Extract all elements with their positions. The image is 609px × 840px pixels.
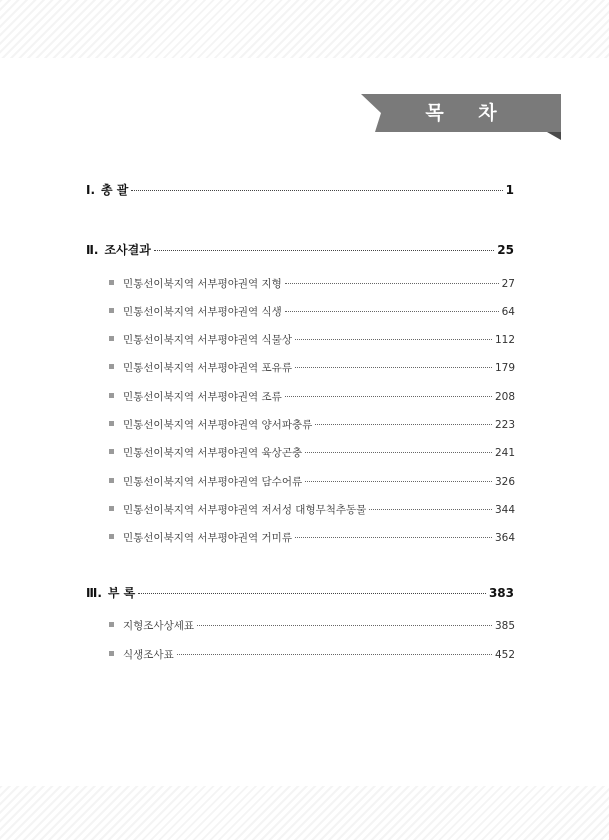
page-title: 목 차 <box>425 102 511 124</box>
square-bullet-icon <box>109 308 114 313</box>
item-page: 64 <box>501 306 515 318</box>
item-page: 27 <box>501 278 515 290</box>
item-page: 326 <box>494 476 515 488</box>
square-bullet-icon <box>109 421 114 426</box>
item-title: 민통선이북지역 서부평야권역 조류 <box>123 391 282 403</box>
item-title: 민통선이북지역 서부평야권역 거미류 <box>123 532 292 544</box>
toc-item[interactable] <box>109 502 515 517</box>
top-decorative-band <box>0 0 609 58</box>
dot-leader <box>154 249 494 251</box>
item-page: 452 <box>494 649 515 661</box>
item-page: 385 <box>494 620 515 632</box>
dot-leader <box>295 536 492 538</box>
section-title: 부 록 <box>107 586 136 600</box>
toc-item[interactable] <box>109 360 515 375</box>
square-bullet-icon <box>109 280 114 285</box>
square-bullet-icon <box>109 364 114 369</box>
dot-leader <box>315 423 492 425</box>
section-page: 25 <box>497 243 514 257</box>
toc-item[interactable] <box>109 445 515 460</box>
dot-leader <box>131 189 502 191</box>
toc-banner <box>361 94 561 140</box>
item-page: 223 <box>494 419 515 431</box>
square-bullet-icon <box>109 622 114 627</box>
item-page: 344 <box>494 504 515 516</box>
section-number: Ⅰ. <box>86 183 96 197</box>
toc-section-2[interactable] <box>86 241 514 258</box>
toc-item[interactable] <box>109 530 515 545</box>
dot-leader <box>305 480 492 482</box>
section-page: 383 <box>488 586 514 600</box>
dot-leader <box>285 282 499 284</box>
dot-leader <box>295 366 492 368</box>
item-title: 민통선이북지역 서부평야권역 양서파충류 <box>123 419 313 431</box>
item-title: 민통선이북지역 서부평야권역 식물상 <box>123 334 292 346</box>
toc-item[interactable] <box>109 389 515 404</box>
section-number: Ⅱ. <box>86 243 99 257</box>
toc-item[interactable] <box>109 276 515 291</box>
square-bullet-icon <box>109 506 114 511</box>
item-title: 민통선이북지역 서부평야권역 포유류 <box>123 362 292 374</box>
item-title: 민통선이북지역 서부평야권역 담수어류 <box>123 476 303 488</box>
section-title: 조사결과 <box>104 243 151 257</box>
item-page: 179 <box>494 362 515 374</box>
section-title: 총 괄 <box>101 183 129 197</box>
toc-section-1[interactable] <box>86 181 514 198</box>
item-title: 민통선이북지역 서부평야권역 식생 <box>123 306 282 318</box>
dot-leader <box>197 624 492 626</box>
item-page: 364 <box>494 532 515 544</box>
dot-leader <box>285 310 499 312</box>
section-number: Ⅲ. <box>86 586 102 600</box>
square-bullet-icon <box>109 478 114 483</box>
square-bullet-icon <box>109 449 114 454</box>
toc-item[interactable] <box>109 332 515 347</box>
dot-leader <box>305 451 492 453</box>
item-title: 지형조사상세표 <box>123 620 195 632</box>
dot-leader <box>285 395 492 397</box>
dot-leader <box>138 592 486 594</box>
item-page: 241 <box>494 447 515 459</box>
dot-leader <box>369 508 492 510</box>
toc-item[interactable] <box>109 618 515 633</box>
dot-leader <box>295 338 492 340</box>
item-title: 민통선이북지역 서부평야권역 지형 <box>123 278 282 290</box>
square-bullet-icon <box>109 534 114 539</box>
toc-item[interactable] <box>109 417 515 432</box>
toc-item[interactable] <box>109 474 515 489</box>
toc-item[interactable] <box>109 304 515 319</box>
item-page: 112 <box>494 334 515 346</box>
square-bullet-icon <box>109 651 114 656</box>
square-bullet-icon <box>109 336 114 341</box>
bottom-decorative-band <box>0 786 609 840</box>
toc-item[interactable] <box>109 647 515 662</box>
section-page: 1 <box>505 183 514 197</box>
item-title: 식생조사표 <box>123 649 174 661</box>
item-title: 민통선이북지역 서부평야권역 저서성 대형무척추동물 <box>123 504 367 516</box>
toc-section-3[interactable] <box>86 584 514 601</box>
dot-leader <box>177 653 492 655</box>
square-bullet-icon <box>109 393 114 398</box>
item-title: 민통선이북지역 서부평야권역 육상곤충 <box>123 447 303 459</box>
item-page: 208 <box>494 391 515 403</box>
